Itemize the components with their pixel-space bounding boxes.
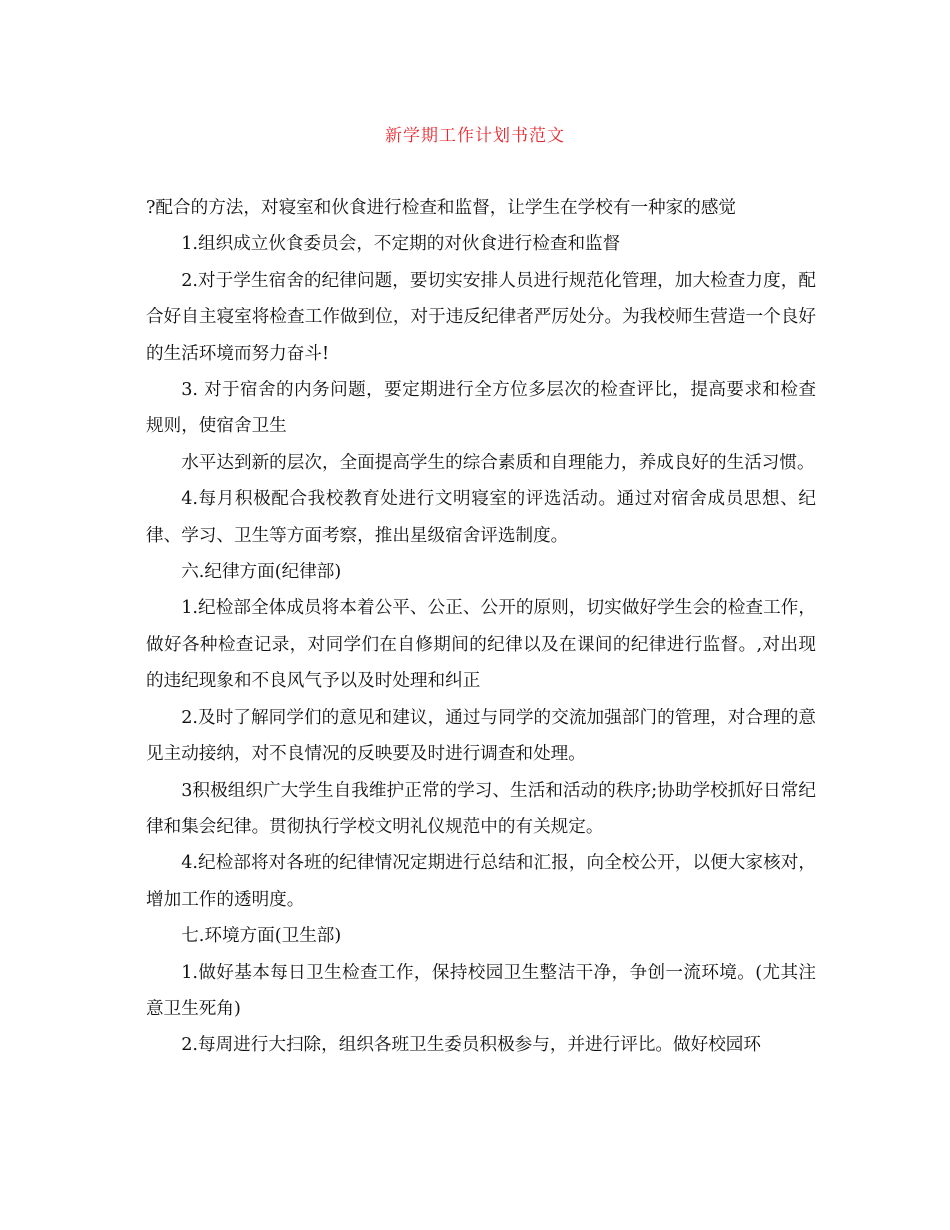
- paragraph-5: 水平达到新的层次，全面提高学生的综合素质和自理能力，养成良好的生活习惯。: [181, 452, 815, 473]
- paragraph-13: 1.做好基本每日卫生检查工作，保持校园卫生整洁干净，争创一流环境。(尤其注意卫生死角): [146, 962, 816, 1019]
- document-body: [146, 190, 816, 1064]
- paragraph-9: 2.及时了解同学们的意见和建议，通过与同学的交流加强部门的管理，对合理的意见主动接纳，对不良情况的反映要及时进行调查和处理。: [146, 707, 816, 765]
- paragraph-3: 2.对于学生宿舍的纪律问题，要切实安排人员进行规范化管理，加大检查力度，配合好自主寝室将检查工作做到位，对于违反纪律者严厉处分。为我校师生营造一个良好的生活环境而努力奋斗!: [146, 270, 816, 364]
- section-heading-environment: 七.环境方面(卫生部): [181, 926, 342, 947]
- paragraph-10: 3积极组织广大学生自我维护正常的学习、生活和活动的秩序;协助学校抓好日常纪律和集会纪律。贯彻执行学校文明礼仪规范中的有关规定。: [146, 780, 816, 837]
- paragraph-4: 3. 对于宿舍的内务问题，要定期进行全方位多层次的检查评比，提高要求和检查规则，使宿舍卫生: [146, 380, 816, 437]
- paragraph-14: 2.每周进行大扫除，组织各班卫生委员积极参与，并进行评比。做好校园环: [181, 1035, 761, 1056]
- section-heading-discipline: 六.纪律方面(纪律部): [181, 562, 342, 583]
- paragraph-2: 1.组织成立伙食委员会，不定期的对伙食进行检查和监督: [181, 234, 621, 255]
- paragraph-8: 1.纪检部全体成员将本着公平、公正、公开的原则，切实做好学生会的检查工作，做好各种检查记录，对同学们在自修期间的纪律以及在课间的纪律进行监督。,对出现的违纪现象和不良风气予以及时处理和纠正: [146, 598, 816, 692]
- paragraph-11: 4.纪检部将对各班的纪律情况定期进行总结和汇报，向全校公开，以便大家核对，增加工作的透明度。: [146, 853, 816, 910]
- paragraph-1: ?配合的方法，对寝室和伙食进行检查和监督，让学生在学校有一种家的感觉: [146, 198, 737, 218]
- document-title: 新学期工作计划书范文: [385, 126, 565, 146]
- paragraph-6: 4.每月积极配合我校教育处进行文明寝室的评选活动。通过对宿舍成员思想、纪律、学习、卫生等方面考察，推出星级宿舍评选制度。: [146, 489, 816, 546]
